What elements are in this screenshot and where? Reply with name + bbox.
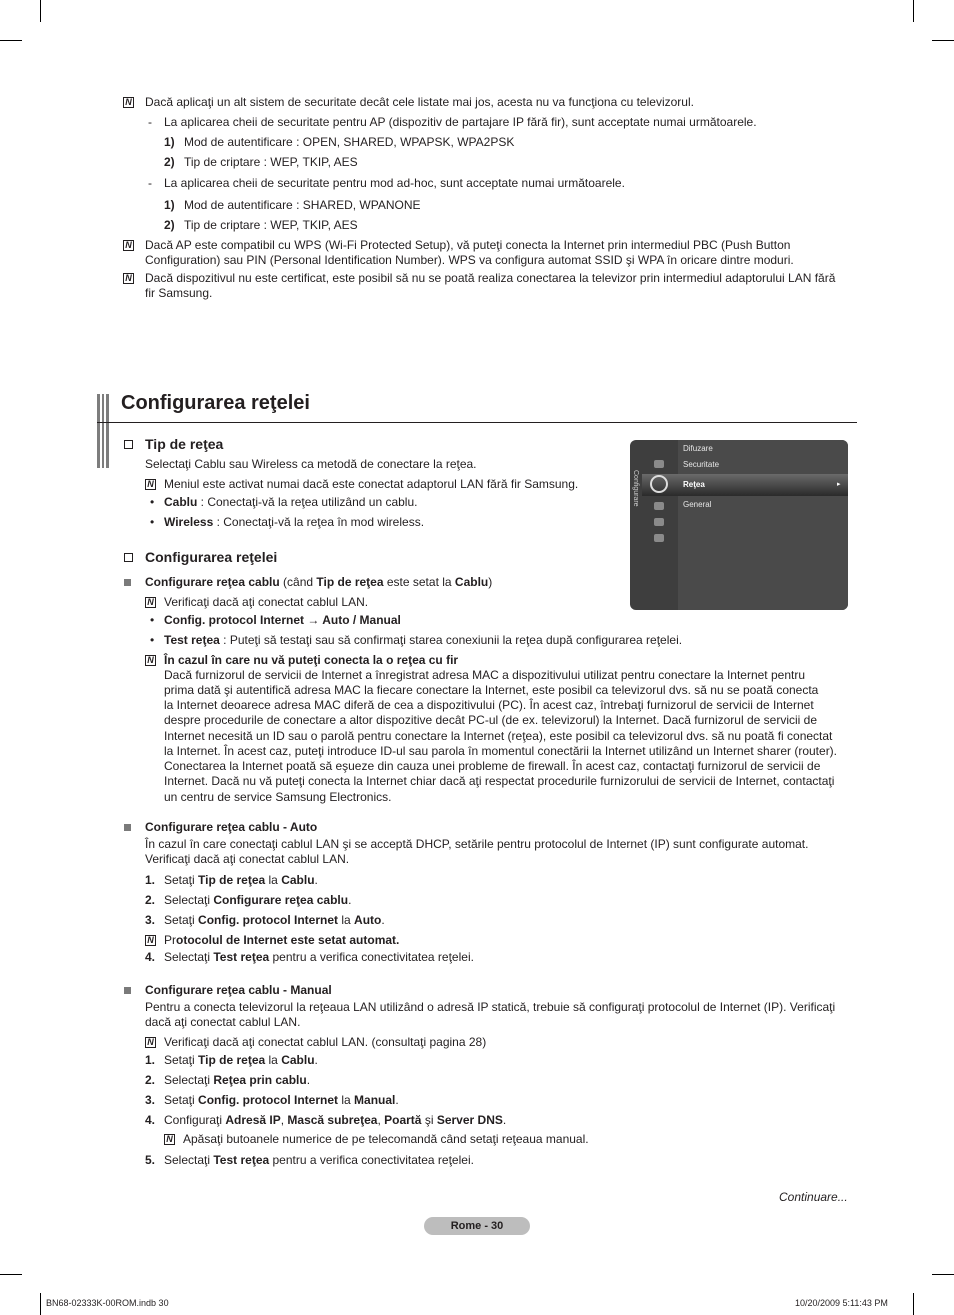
note-icon: N <box>145 479 156 490</box>
fail-line: un centru de service Samsung Electronics. <box>164 790 392 804</box>
crop-mark <box>913 0 914 22</box>
auto-desc: În cazul în care conectaţi cablul LAN şi se acceptă DHCP, setările pentru protocolul de Internet (IP) sunt configurate automat. <box>145 837 809 851</box>
config-proto: Config. protocol Internet → Auto / Manual <box>164 613 401 627</box>
bullet: • <box>150 495 155 509</box>
manual-step-note: Apăsaţi butoanele numerice de pe telecomandă când setaţi reţeaua manual. <box>183 1132 589 1146</box>
osd-item-securitate: Securitate <box>683 460 720 469</box>
auto-step: Setaţi Tip de reţea la Cablu. <box>164 873 318 887</box>
crop-mark <box>932 1274 954 1275</box>
tip-heading: Tip de reţea <box>145 436 224 452</box>
step-number: 1. <box>145 873 156 887</box>
note-text: Dacă dispozitivul nu este certificat, este posibil să nu se poată realiza conectarea la televizor prin intermediul adaptorului LAN fără <box>145 271 836 285</box>
section-bar <box>97 394 100 468</box>
step-number: 4. <box>145 950 156 964</box>
arrow-right-icon: ▸ <box>837 481 841 488</box>
gear-icon <box>650 475 668 493</box>
note-icon: N <box>145 597 156 608</box>
auto-step: Selectaţi Configurare reţea cablu. <box>164 893 352 907</box>
note-icon: N <box>164 1134 175 1145</box>
list-number: 1) <box>164 198 175 212</box>
note-text: Dacă AP este compatibil cu WPS (Wi-Fi Protected Setup), vă puteţi conecta la Internet prin intermediul PBC (Push Button <box>145 238 791 252</box>
fail-line: despre procedurile de conectare a altor dispozitive decât PC-ul (de ex. televizorul) la Internet. Dacă furnizorul de servicii de <box>164 713 817 727</box>
step-number: 1. <box>145 1053 156 1067</box>
manual-step: Setaţi Tip de reţea la Cablu. <box>164 1053 318 1067</box>
osd-item-difuzare: Difuzare <box>683 444 713 453</box>
footer-timestamp: 10/20/2009 5:11:43 PM <box>795 1298 888 1308</box>
application-icon <box>654 518 664 526</box>
ap-auth: Mod de autentificare : OPEN, SHARED, WPAPSK, WPA2PSK <box>184 135 515 149</box>
manual-desc: dacă aţi conectat cablul LAN. <box>145 1015 301 1029</box>
checkbox-bullet <box>124 553 133 562</box>
ap-text: La aplicarea cheii de securitate pentru AP (dispozitiv de partajare IP fără fir), sunt acceptate numai următoarele. <box>164 115 757 129</box>
page-number-badge: Rome - 30 <box>424 1217 530 1235</box>
osd-item-retea: Reţea <box>683 480 705 489</box>
crop-mark <box>40 1293 41 1315</box>
note-icon: N <box>123 240 134 251</box>
note-text: Configuration) sau PIN (Personal Identification Number). WPS va configura automat SSID şi WPA în oricare dintre moduri. <box>145 253 794 267</box>
step-number: 3. <box>145 1093 156 1107</box>
conf-heading: Configurarea reţelei <box>145 549 278 565</box>
manual-step: Selectaţi Test reţea pentru a verifica conectivitatea reţelei. <box>164 1153 474 1167</box>
bullet: • <box>150 633 155 647</box>
square-bullet <box>124 824 131 831</box>
list-number: 2) <box>164 155 175 169</box>
osd-highlight <box>642 474 848 496</box>
manual-note: Verificaţi dacă aţi conectat cablul LAN. (consultaţi pagina 28) <box>164 1035 487 1049</box>
step-number: 2. <box>145 1073 156 1087</box>
section-bar <box>102 394 104 468</box>
auto-title: Configurare reţea cablu - Auto <box>145 820 318 834</box>
crop-mark <box>40 0 41 22</box>
tip-note: Meniul este activat numai dacă este conectat adaptorul LAN fără fir Samsung. <box>164 477 579 491</box>
support-icon <box>654 534 664 542</box>
manual-step: Configuraţi Adresă IP, Mască subreţea, Poartă şi Server DNS. <box>164 1113 507 1127</box>
auto-step: Selectaţi Test reţea pentru a verifica conectivitatea reţelei. <box>164 950 474 964</box>
ap-cipher: Tip de criptare : WEP, TKIP, AES <box>184 155 358 169</box>
checkbox-bullet <box>124 440 133 449</box>
note-icon: N <box>123 273 134 284</box>
fail-line: Internet. Dacă nu vă puteţi conecta la Internet chiar dacă aţi respectat procedurile furnizorului de servicii de Internet, contactaţi <box>164 774 835 788</box>
bullet: • <box>150 515 155 529</box>
note-icon: N <box>145 1037 156 1048</box>
note-text: fir Samsung. <box>145 286 213 300</box>
step-number: 2. <box>145 893 156 907</box>
step-number: 3. <box>145 913 156 927</box>
tip-desc: Selectaţi Cablu sau Wireless ca metodă de conectare la reţea. <box>145 457 477 471</box>
square-bullet <box>124 987 131 994</box>
manual-desc: Pentru a conecta televizorul la reţeaua LAN utilizând o adresă IP statică, trebuie să configuraţi protocolul de Internet (IP). Verificaţi <box>145 1000 836 1014</box>
continue-label: Continuare... <box>779 1190 848 1204</box>
section-bar <box>106 394 109 468</box>
footer-file: BN68-02333K-00ROM.indb 30 <box>46 1298 169 1308</box>
wireless-item: Wireless : Conectaţi-vă la reţea în mod wireless. <box>164 515 425 529</box>
manual-step: Selectaţi Reţea prin cablu. <box>164 1073 311 1087</box>
fail-title: În cazul în care nu vă puteţi conecta la o reţea cu fir <box>164 653 459 667</box>
bullet: • <box>150 613 155 627</box>
dash: - <box>148 176 152 190</box>
fail-line: Dacă furnizorul de servicii de Internet a înregistrat adresa MAC a dispozitivului utilizat pentru conectare la Internet pentru <box>164 668 805 682</box>
verify-lan: Verificaţi dacă aţi conectat cablul LAN. <box>164 595 369 609</box>
picture-icon <box>654 460 664 468</box>
dash: - <box>148 115 152 129</box>
step-number: 4. <box>145 1113 156 1127</box>
crop-mark <box>0 1274 22 1275</box>
cablu-item: Cablu : Conectaţi-vă la reţea utilizând un cablu. <box>164 495 418 509</box>
osd-menu-screenshot <box>630 440 848 610</box>
fail-line: la Internet deoarece adresa MAC diferă de cea a dispozitivului (PC). În acest caz, întrebaţi furnizorul de servicii de Internet <box>164 698 814 712</box>
fail-line: prima dată şi autentifică adresa MAC la fiecare conectare la Internet, este posibil ca televizorul dvs. să nu se poată conecta <box>164 683 819 697</box>
fail-line: Internet necesită un ID sau o parolă pentru conectare la Internet (reţea), este posibil ca televizorul dvs. să nu poată fi conectat <box>164 729 833 743</box>
fail-line: la Internet. În acest caz, puteţi introduce ID-ul sau parola în momentul conectării la Internet utilizând un Internet sharer (router). <box>164 744 838 758</box>
test-item: Test reţea : Puteţi să testaţi sau să confirmaţi starea conexiunii la reţea după configurarea reţelei. <box>164 633 683 647</box>
manual-title: Configurare reţea cablu - Manual <box>145 983 332 997</box>
note-text: Dacă aplicaţi un alt sistem de securitate decât cele listate mai jos, acesta nu va funcţiona cu televizorul. <box>145 95 694 109</box>
fail-line: Conectarea la Internet poată să eşueze din cauza unei probleme de firewall. În acest caz, contactaţi furnizorul de servicii de <box>164 759 821 773</box>
note-icon: N <box>145 935 156 946</box>
list-number: 1) <box>164 135 175 149</box>
crop-mark <box>913 1293 914 1315</box>
crop-mark <box>932 40 954 41</box>
osd-side-label: Configurare <box>632 470 639 507</box>
manual-step: Setaţi Config. protocol Internet la Manual. <box>164 1093 399 1107</box>
input-icon <box>654 502 664 510</box>
square-bullet <box>124 579 131 586</box>
adhoc-auth: Mod de autentificare : SHARED, WPANONE <box>184 198 421 212</box>
crop-mark <box>0 40 22 41</box>
auto-step: Setaţi Config. protocol Internet la Auto. <box>164 913 385 927</box>
list-number: 2) <box>164 218 175 232</box>
cc-heading: Configurare reţea cablu (când Tip de reţea este setat la Cablu) <box>145 575 493 589</box>
note-icon: N <box>123 97 134 108</box>
section-rule <box>97 422 857 423</box>
auto-desc: Verificaţi dacă aţi conectat cablul LAN. <box>145 852 350 866</box>
osd-item-general: General <box>683 500 712 509</box>
adhoc-cipher: Tip de criptare : WEP, TKIP, AES <box>184 218 358 232</box>
note-icon: N <box>145 655 156 666</box>
step-number: 5. <box>145 1153 156 1167</box>
auto-note: Protocolul de Internet este setat automat. <box>164 933 400 947</box>
adhoc-text: La aplicarea cheii de securitate pentru mod ad-hoc, sunt acceptate numai următoarele. <box>164 176 625 190</box>
section-title: Configurarea reţelei <box>121 392 310 414</box>
